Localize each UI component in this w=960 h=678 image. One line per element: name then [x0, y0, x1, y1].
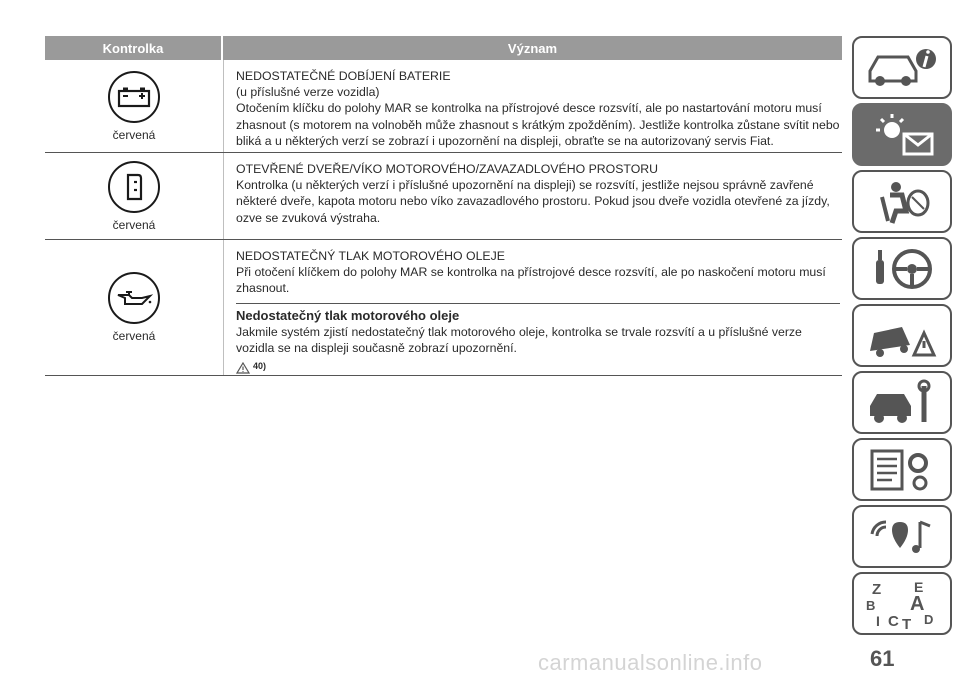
- description-cell: [224, 153, 842, 239]
- emergency-icon[interactable]: [852, 304, 952, 367]
- maintenance-icon[interactable]: [852, 371, 952, 434]
- table-row: [45, 60, 842, 153]
- index-letter-i: I: [876, 612, 880, 629]
- description-cell: [224, 60, 842, 152]
- lamp-cell: [45, 240, 224, 375]
- alphabetical-index[interactable]: [852, 572, 952, 635]
- seat-airbag-icon[interactable]: [852, 170, 952, 233]
- lamp-color-label: červená: [112, 329, 156, 343]
- page-number: 61: [870, 646, 895, 671]
- row-subtitle: (u příslušné verze vozidla): [236, 85, 380, 100]
- index-letter-z: Z: [872, 580, 882, 598]
- index-letter-c: C: [888, 612, 899, 630]
- row-text: Otočením klíčku do polohy MAR se kontrolka na přístrojové desce rozsvítí, ale po nastartování motoru musí zhasnout (s motorem na volnoběh může zhasnout s krátkým zpožděním). Jestliže kontrolka zůstane svítit nebo bliká a u některých verzí se zobrazí i upozornění na displeji, obraťte se na autorizovaný servis Fiat.: [236, 101, 840, 148]
- warning-lights-icon[interactable]: [852, 103, 952, 166]
- header-kontrolka: Kontrolka: [45, 36, 223, 60]
- door-open-icon: [108, 161, 160, 213]
- warning-triangle-icon: [236, 362, 250, 374]
- table-row: [45, 240, 842, 376]
- index-letter-a: A: [910, 592, 925, 615]
- car-info-icon[interactable]: [852, 36, 952, 99]
- warning-ref-number: 40): [253, 361, 267, 372]
- subsection-text: Jakmile systém zjistí nedostatečný tlak motorového oleje, kontrolka se trvale rozsvítí a u příslušné verze vozidla se na displeji současně zobrazí upozornění.: [236, 324, 802, 356]
- lamp-color-label: červená: [112, 217, 156, 232]
- row-title: NEDOSTATEČNÝ TLAK MOTOROVÉHO OLEJE: [236, 249, 505, 263]
- header-vyznam: Význam: [507, 40, 558, 56]
- row-text: Kontrolka (u některých verzí i příslušné upozornění na displeji) se rozsvítí, jestliže nejsou správně zavřené některé dveře, kapota motoru nebo víko zavazadlového prostoru. Pokud jsou dveře vozidla otevřené za jízdy, ozve se zvuková výstraha.: [236, 178, 830, 225]
- warning-lights-table: [45, 36, 842, 376]
- multimedia-icon[interactable]: [852, 505, 952, 568]
- index-letter-b: B: [866, 597, 876, 613]
- technical-data-icon[interactable]: [852, 438, 952, 501]
- key-steering-icon[interactable]: [852, 237, 952, 300]
- lamp-color-label: červená: [112, 127, 156, 142]
- table-row: [45, 153, 842, 240]
- oil-can-icon: [108, 272, 160, 324]
- row-title: NEDOSTATEČNÉ DOBÍJENÍ BATERIE: [236, 69, 451, 83]
- subsection-divider: [236, 303, 840, 304]
- chapter-sidebar: [852, 36, 952, 639]
- table-header: [45, 36, 842, 60]
- warning-reference: [236, 358, 840, 374]
- subsection-heading: Nedostatečný tlak motorového oleje: [236, 307, 460, 323]
- lamp-cell: [45, 60, 224, 152]
- description-cell: [224, 240, 842, 375]
- row-title: OTEVŘENÉ DVEŘE/VÍKO MOTOROVÉHO/ZAVAZADLOVÉHO PROSTORU: [236, 162, 659, 176]
- index-letter-d: D: [924, 611, 934, 627]
- row-text: Při otočení klíčkem do polohy MAR se kontrolka na přístrojové desce rozsvítí, ale po naskočení motoru musí zhasnout.: [236, 265, 826, 296]
- index-letter-t: T: [902, 615, 912, 630]
- lamp-cell: [45, 153, 224, 239]
- watermark: carmanualsonline.info: [538, 650, 763, 675]
- index-letter-e: E: [914, 578, 924, 595]
- battery-icon: [108, 71, 160, 123]
